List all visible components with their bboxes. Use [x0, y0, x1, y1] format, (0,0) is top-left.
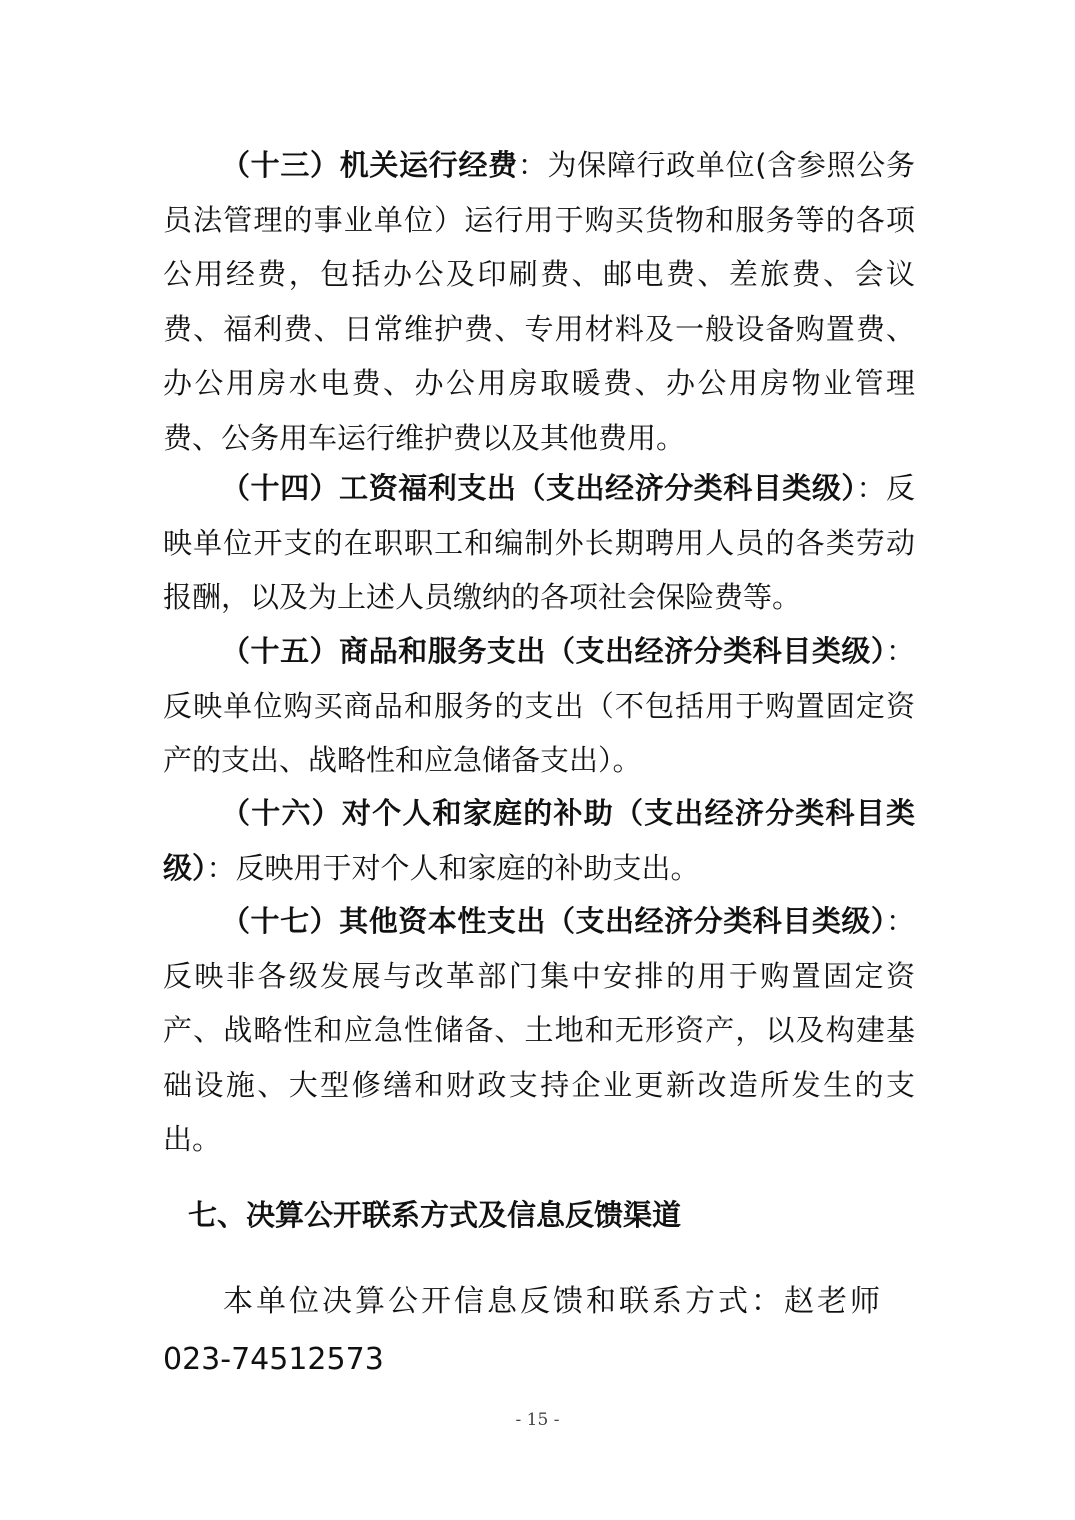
definition-term: （十五）商品和服务支出（支出经济分类科目类级）: [221, 634, 886, 668]
definition-body: ：反映非各级发展与改革部门集中安排的用于购置固定资产、战略性和应急性储备、土地和无形资产，以及构建基础设施、大型修缮和财政支持企业更新改造所发生的支出。: [163, 904, 915, 1156]
definition-term: （十三）机关运行经费: [221, 148, 518, 182]
definition-term: （十六）对个人和家庭的补助（支出经济分类科目类级）: [163, 796, 915, 885]
definition-body: ：反映用于对个人和家庭的补助支出。: [206, 850, 700, 885]
definition-term: （十四）工资福利支出（支出经济分类科目类级）: [221, 471, 857, 505]
page-number: - 15 -: [515, 1410, 560, 1430]
contact-phone: 023-74512573: [163, 1342, 384, 1377]
definition-body: ：反映单位开支的在职职工和编制外长期聘用人员的各类劳动报酬，以及为上述人员缴纳的各项社会保险费等。: [163, 471, 915, 614]
contact-paragraph: [163, 1273, 915, 1389]
definition-item-15: [163, 624, 915, 788]
contact-text: 本单位决算公开信息反馈和联系方式：赵老师: [223, 1284, 883, 1319]
definition-body: ：为保障行政单位(含参照公务员法管理的事业单位）运行用于购买货物和服务等的各项公用经费，包括办公及印刷费、邮电费、差旅费、会议费、福利费、日常维护费、专用材料及一般设备购置费、办公用房水电费、办公用房取暖费、办公用房物业管理费、公务用车运行维护费以及其他费用。: [163, 148, 915, 455]
definition-item-13: [163, 138, 915, 465]
definition-item-14: [163, 461, 915, 625]
section-heading: 七、决算公开联系方式及信息反馈渠道: [188, 1198, 682, 1232]
definition-body: ：反映单位购买商品和服务的支出（不包括用于购置固定资产的支出、战略性和应急储备支出）。: [163, 634, 915, 777]
definition-item-16: [163, 786, 915, 895]
definition-item-17: [163, 894, 915, 1167]
definition-term: （十七）其他资本性支出（支出经济分类科目类级）: [221, 904, 886, 938]
